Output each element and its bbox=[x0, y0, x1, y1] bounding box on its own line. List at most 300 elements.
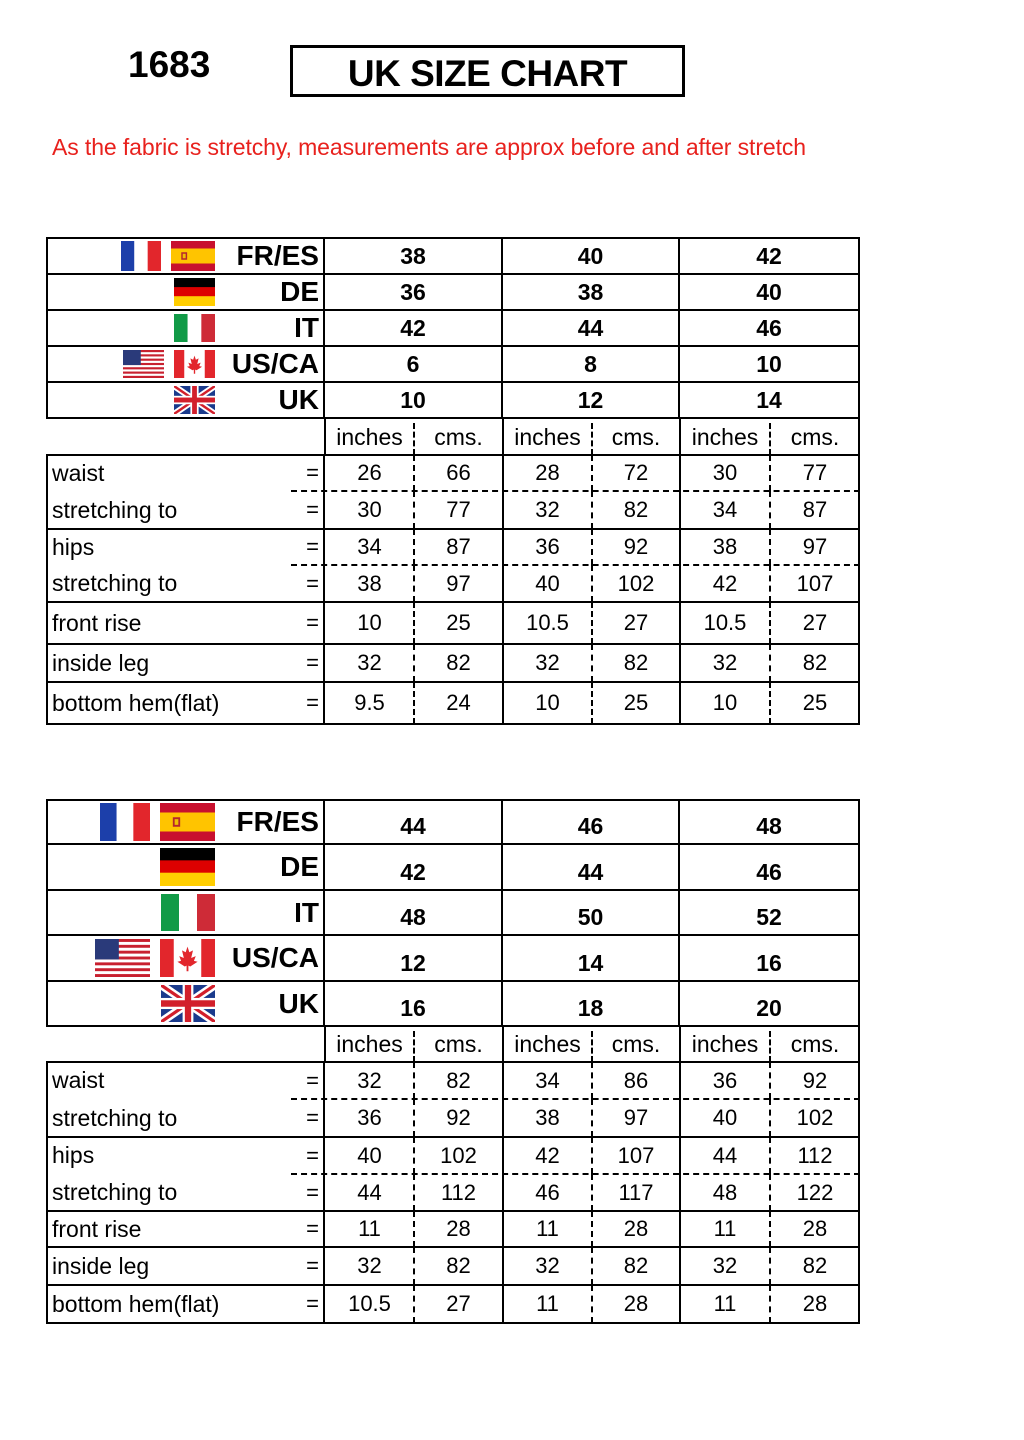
column-border bbox=[679, 565, 681, 602]
size-row bbox=[46, 311, 860, 347]
unit-divider bbox=[591, 1174, 593, 1211]
size-chart-2 bbox=[46, 799, 860, 1323]
unit-divider bbox=[769, 1211, 771, 1247]
unit-divider bbox=[591, 682, 593, 724]
units-inches-label: inches bbox=[336, 1031, 403, 1057]
column-border bbox=[502, 644, 504, 682]
inches-value: 10.5 bbox=[703, 610, 747, 635]
flag-group bbox=[100, 801, 215, 843]
equals-sign: = bbox=[306, 497, 319, 522]
canada-flag-icon bbox=[160, 939, 215, 977]
cms-value: 25 bbox=[446, 610, 471, 635]
size-value: 40 bbox=[503, 237, 680, 275]
cms-value: 92 bbox=[802, 1067, 828, 1093]
inches-value: 30 bbox=[357, 497, 382, 522]
flag-group bbox=[161, 982, 215, 1025]
column-border bbox=[502, 1099, 504, 1137]
inches-value: 32 bbox=[535, 1253, 560, 1278]
inches-value: 30 bbox=[712, 460, 738, 485]
unit-divider bbox=[591, 1099, 593, 1137]
measurement-label: bottom hem(flat) bbox=[52, 689, 220, 716]
unit-divider bbox=[591, 1137, 593, 1174]
page-title: UK SIZE CHART bbox=[290, 45, 685, 97]
equals-sign: = bbox=[306, 534, 319, 559]
cms-value: 72 bbox=[623, 460, 649, 485]
size-row bbox=[46, 347, 860, 383]
inches-value: 10.5 bbox=[526, 610, 569, 635]
column-border bbox=[502, 419, 504, 455]
inches-value: 11 bbox=[713, 1291, 737, 1316]
unit-divider bbox=[413, 1137, 415, 1174]
inches-value: 42 bbox=[712, 570, 738, 596]
units-inches-label: inches bbox=[691, 423, 759, 450]
units-row bbox=[46, 419, 860, 455]
units-cms-label: cms. bbox=[434, 423, 483, 450]
flag-group bbox=[121, 239, 215, 273]
measurement-label-cell bbox=[46, 565, 325, 602]
unit-divider bbox=[413, 529, 415, 565]
unit-divider bbox=[413, 455, 415, 491]
size-system-label: DE bbox=[280, 851, 319, 882]
inches-value: 11 bbox=[536, 1216, 559, 1241]
cms-value: 102 bbox=[440, 1142, 477, 1168]
inches-value: 32 bbox=[535, 497, 560, 522]
column-border bbox=[679, 1285, 681, 1323]
unit-divider bbox=[769, 682, 771, 724]
unit-divider bbox=[769, 1285, 771, 1323]
measurement-label: inside leg bbox=[52, 649, 150, 676]
uk-flag-icon bbox=[161, 985, 215, 1022]
measurement-row bbox=[46, 1211, 860, 1247]
unit-divider bbox=[769, 1137, 771, 1174]
column-border bbox=[858, 565, 860, 602]
equals-sign: = bbox=[306, 1142, 319, 1168]
unit-divider bbox=[413, 1211, 415, 1247]
cms-value: 97 bbox=[802, 534, 828, 559]
unit-divider bbox=[769, 565, 771, 602]
column-border bbox=[858, 419, 860, 455]
flag-group bbox=[174, 311, 215, 345]
cms-value: 27 bbox=[802, 610, 828, 635]
column-border bbox=[858, 1247, 860, 1285]
cms-value: 122 bbox=[796, 1179, 834, 1205]
size-system-label: US/CA bbox=[231, 942, 319, 973]
unit-divider bbox=[413, 1174, 415, 1211]
column-border bbox=[324, 1027, 326, 1062]
size-value: 38 bbox=[325, 237, 503, 275]
cms-value: 102 bbox=[617, 570, 655, 596]
france-flag bbox=[121, 241, 161, 271]
column-border bbox=[502, 1174, 504, 1211]
spain-flag bbox=[160, 803, 215, 841]
units-divider bbox=[591, 423, 593, 455]
size-value: 42 bbox=[680, 237, 860, 275]
italy-flag bbox=[161, 894, 215, 931]
cms-value: 87 bbox=[802, 497, 828, 522]
units-inches-label: inches bbox=[691, 1031, 759, 1057]
measurement-label: waist bbox=[52, 1067, 105, 1093]
cms-value: 24 bbox=[446, 690, 471, 715]
unit-divider bbox=[769, 529, 771, 565]
france-flag-icon bbox=[100, 803, 150, 841]
column-border bbox=[858, 1099, 860, 1137]
inches-value: 32 bbox=[357, 1067, 382, 1093]
cms-value: 66 bbox=[446, 460, 471, 485]
measurement-label-cell bbox=[46, 602, 325, 644]
measurement-label-cell bbox=[46, 1174, 325, 1211]
inches-value: 32 bbox=[712, 1253, 738, 1278]
cms-value: 77 bbox=[446, 497, 471, 522]
flag-group bbox=[174, 383, 215, 417]
cms-value: 25 bbox=[802, 690, 828, 715]
size-value: 38 bbox=[503, 275, 680, 311]
column-border bbox=[858, 1027, 860, 1062]
unit-divider bbox=[591, 602, 593, 644]
spain-flag-icon bbox=[171, 241, 215, 271]
flag-group bbox=[160, 845, 215, 889]
inches-value: 26 bbox=[357, 460, 382, 485]
column-border bbox=[502, 1027, 504, 1062]
size-value: 40 bbox=[680, 275, 860, 311]
column-border bbox=[502, 491, 504, 529]
unit-divider bbox=[769, 602, 771, 644]
size-system-cell bbox=[46, 383, 325, 419]
column-border bbox=[502, 565, 504, 602]
size-value: 48 bbox=[680, 799, 860, 845]
size-system-cell bbox=[46, 275, 325, 311]
cms-value: 28 bbox=[802, 1291, 828, 1316]
measurement-label-cell bbox=[46, 491, 325, 529]
size-value: 46 bbox=[680, 311, 860, 347]
size-row bbox=[46, 799, 860, 845]
unit-divider bbox=[591, 455, 593, 491]
size-system-cell bbox=[46, 237, 325, 275]
units-inches-label: inches bbox=[514, 423, 581, 450]
measurement-label-cell bbox=[46, 1099, 325, 1137]
column-border bbox=[858, 1174, 860, 1211]
column-border bbox=[679, 529, 681, 565]
units-cms-label: cms. bbox=[611, 423, 661, 450]
cms-value: 77 bbox=[802, 460, 828, 485]
unit-divider bbox=[591, 1285, 593, 1323]
unit-divider bbox=[413, 602, 415, 644]
row-border bbox=[46, 1322, 860, 1324]
equals-sign: = bbox=[306, 1253, 319, 1278]
size-system-label: US/CA bbox=[231, 348, 319, 379]
equals-sign: = bbox=[306, 1105, 319, 1130]
units-divider bbox=[591, 1031, 593, 1062]
italy-flag bbox=[174, 314, 215, 342]
size-value: 52 bbox=[680, 891, 860, 936]
column-border bbox=[858, 529, 860, 565]
size-value: 50 bbox=[503, 891, 680, 936]
measurement-row bbox=[46, 1099, 860, 1137]
size-system-cell bbox=[46, 936, 325, 982]
column-border bbox=[679, 682, 681, 724]
equals-sign: = bbox=[306, 570, 319, 596]
canada-flag-icon bbox=[174, 350, 215, 378]
italy-flag-icon bbox=[161, 894, 215, 931]
unit-divider bbox=[591, 565, 593, 602]
measurement-row bbox=[46, 491, 860, 529]
measurement-label: stretching to bbox=[52, 496, 178, 523]
size-system-label: FR/ES bbox=[236, 240, 319, 271]
size-system-label: UK bbox=[278, 987, 319, 1019]
measurement-label: stretching to bbox=[52, 1179, 178, 1205]
column-border bbox=[679, 1211, 681, 1247]
size-row bbox=[46, 982, 860, 1027]
size-system-cell bbox=[46, 845, 325, 891]
inches-value: 10.5 bbox=[348, 1291, 391, 1316]
units-cms-label: cms. bbox=[434, 1031, 483, 1057]
unit-divider bbox=[413, 1285, 415, 1323]
product-code: 1683 bbox=[128, 44, 211, 85]
size-row bbox=[46, 936, 860, 982]
inches-value: 38 bbox=[357, 570, 382, 596]
cms-value: 82 bbox=[446, 1067, 471, 1093]
measurement-label: front rise bbox=[52, 1215, 142, 1242]
cms-value: 27 bbox=[623, 610, 649, 635]
size-value: 8 bbox=[503, 347, 680, 383]
cms-value: 82 bbox=[623, 1253, 649, 1278]
unit-divider bbox=[591, 1211, 593, 1247]
cms-value: 82 bbox=[446, 1253, 471, 1278]
measurement-row bbox=[46, 1174, 860, 1211]
measurement-label-cell bbox=[46, 1211, 325, 1247]
inches-value: 34 bbox=[535, 1067, 560, 1093]
size-value: 44 bbox=[325, 799, 503, 845]
column-border bbox=[502, 602, 504, 644]
units-divider bbox=[413, 1031, 415, 1062]
cms-value: 28 bbox=[623, 1216, 649, 1241]
cms-value: 112 bbox=[440, 1179, 477, 1205]
inches-value: 36 bbox=[712, 1067, 738, 1093]
units-divider bbox=[769, 423, 771, 455]
canada-flag bbox=[174, 350, 215, 378]
measurement-label-cell bbox=[46, 529, 325, 565]
equals-sign: = bbox=[306, 1067, 319, 1093]
unit-divider bbox=[769, 644, 771, 682]
column-border bbox=[502, 1285, 504, 1323]
uk-flag-icon bbox=[174, 386, 215, 414]
column-border bbox=[858, 1062, 860, 1099]
column-border bbox=[679, 644, 681, 682]
france-flag-icon bbox=[121, 241, 161, 271]
column-border bbox=[679, 491, 681, 529]
size-value: 16 bbox=[680, 936, 860, 982]
flag-group bbox=[95, 936, 215, 980]
size-value: 44 bbox=[503, 311, 680, 347]
column-border bbox=[858, 1211, 860, 1247]
measurement-row bbox=[46, 1247, 860, 1285]
inches-value: 34 bbox=[712, 497, 738, 522]
column-border bbox=[858, 644, 860, 682]
germany-flag-icon bbox=[174, 278, 215, 306]
cms-value: 28 bbox=[802, 1216, 828, 1241]
units-row bbox=[46, 1027, 860, 1062]
size-row bbox=[46, 237, 860, 275]
column-border bbox=[679, 1174, 681, 1211]
column-border bbox=[679, 419, 681, 455]
column-border bbox=[858, 455, 860, 491]
column-border bbox=[679, 455, 681, 491]
germany-flag bbox=[160, 848, 215, 886]
cms-value: 86 bbox=[623, 1067, 649, 1093]
cms-value: 97 bbox=[446, 570, 471, 596]
size-value: 14 bbox=[680, 383, 860, 419]
equals-sign: = bbox=[306, 650, 319, 675]
equals-sign: = bbox=[306, 1179, 319, 1205]
usa-flag bbox=[123, 350, 164, 378]
usa-flag-icon bbox=[123, 350, 164, 378]
measurement-label: hips bbox=[52, 1142, 95, 1168]
equals-sign: = bbox=[306, 1291, 319, 1316]
inches-value: 11 bbox=[536, 1291, 559, 1316]
size-value: 12 bbox=[325, 936, 503, 982]
measurement-label: hips bbox=[52, 533, 95, 560]
size-value: 46 bbox=[680, 845, 860, 891]
measurement-row bbox=[46, 529, 860, 565]
cms-value: 117 bbox=[618, 1179, 654, 1205]
inches-value: 32 bbox=[712, 650, 738, 675]
size-system-cell bbox=[46, 982, 325, 1027]
measurement-label: waist bbox=[52, 459, 105, 486]
inches-value: 36 bbox=[535, 534, 560, 559]
cms-value: 82 bbox=[623, 650, 649, 675]
usa-flag bbox=[95, 939, 150, 977]
canada-flag bbox=[160, 939, 215, 977]
cms-value: 92 bbox=[623, 534, 649, 559]
cms-value: 112 bbox=[797, 1142, 833, 1168]
size-system-cell bbox=[46, 891, 325, 936]
size-system-label: IT bbox=[294, 312, 319, 343]
inches-value: 32 bbox=[535, 650, 560, 675]
size-value: 44 bbox=[503, 845, 680, 891]
unit-divider bbox=[413, 491, 415, 529]
column-border bbox=[502, 1247, 504, 1285]
size-value: 10 bbox=[680, 347, 860, 383]
measurement-row bbox=[46, 644, 860, 682]
units-cms-label: cms. bbox=[790, 1031, 840, 1057]
measurement-row bbox=[46, 455, 860, 491]
measurement-label-cell bbox=[46, 1137, 325, 1174]
size-row bbox=[46, 891, 860, 936]
france-flag bbox=[100, 803, 150, 841]
measurement-label-cell bbox=[46, 682, 325, 724]
size-row bbox=[46, 383, 860, 419]
equals-sign: = bbox=[306, 1216, 319, 1241]
column-border bbox=[502, 1211, 504, 1247]
inches-value: 48 bbox=[712, 1179, 738, 1205]
column-border bbox=[858, 602, 860, 644]
measurement-label-cell bbox=[46, 1285, 325, 1323]
flag-group bbox=[161, 891, 215, 934]
size-value: 18 bbox=[503, 982, 680, 1027]
inches-value: 40 bbox=[712, 1105, 738, 1130]
unit-divider bbox=[591, 491, 593, 529]
inches-value: 11 bbox=[713, 1216, 737, 1241]
column-border bbox=[502, 682, 504, 724]
cms-value: 107 bbox=[617, 1142, 655, 1168]
measurement-label-cell bbox=[46, 1247, 325, 1285]
stretch-note: As the fabric is stretchy, measurements are approx before and after stretch bbox=[52, 134, 806, 160]
cms-value: 92 bbox=[446, 1105, 471, 1130]
size-value: 42 bbox=[325, 845, 503, 891]
inches-value: 10 bbox=[357, 610, 382, 635]
uk-flag bbox=[161, 985, 215, 1022]
cms-value: 28 bbox=[446, 1216, 471, 1241]
inches-value: 40 bbox=[535, 570, 560, 596]
size-value: 16 bbox=[325, 982, 503, 1027]
measurement-label: bottom hem(flat) bbox=[52, 1290, 220, 1317]
inches-value: 10 bbox=[535, 690, 560, 715]
inches-value: 42 bbox=[535, 1142, 560, 1168]
unit-divider bbox=[413, 682, 415, 724]
units-inches-label: inches bbox=[336, 423, 403, 450]
inches-value: 9.5 bbox=[354, 690, 385, 715]
size-value: 10 bbox=[325, 383, 503, 419]
units-divider bbox=[413, 423, 415, 455]
column-border bbox=[679, 1027, 681, 1062]
uk-flag bbox=[174, 386, 215, 414]
column-border bbox=[679, 1099, 681, 1137]
measurement-row bbox=[46, 1137, 860, 1174]
unit-divider bbox=[413, 644, 415, 682]
unit-divider bbox=[413, 1062, 415, 1099]
column-border bbox=[858, 1137, 860, 1174]
size-value: 20 bbox=[680, 982, 860, 1027]
units-divider bbox=[769, 1031, 771, 1062]
column-border bbox=[858, 682, 860, 724]
units-cms-label: cms. bbox=[790, 423, 840, 450]
size-system-cell bbox=[46, 799, 325, 845]
unit-divider bbox=[413, 1099, 415, 1137]
measurement-label: inside leg bbox=[52, 1252, 150, 1279]
cms-value: 87 bbox=[446, 534, 471, 559]
unit-divider bbox=[413, 565, 415, 602]
spain-flag bbox=[171, 241, 215, 271]
column-border bbox=[502, 1137, 504, 1174]
size-value: 14 bbox=[503, 936, 680, 982]
size-row bbox=[46, 845, 860, 891]
germany-flag bbox=[174, 278, 215, 306]
inches-value: 44 bbox=[357, 1179, 382, 1205]
unit-divider bbox=[591, 1062, 593, 1099]
unit-divider bbox=[769, 1099, 771, 1137]
inches-value: 36 bbox=[357, 1105, 382, 1130]
equals-sign: = bbox=[306, 690, 319, 715]
column-border bbox=[502, 529, 504, 565]
size-value: 36 bbox=[325, 275, 503, 311]
inches-value: 10 bbox=[712, 690, 738, 715]
unit-divider bbox=[769, 1174, 771, 1211]
cms-value: 28 bbox=[623, 1291, 649, 1316]
equals-sign: = bbox=[306, 460, 319, 485]
inches-value: 46 bbox=[535, 1179, 560, 1205]
row-border bbox=[46, 723, 860, 725]
size-value: 48 bbox=[325, 891, 503, 936]
unit-divider bbox=[591, 529, 593, 565]
unit-divider bbox=[769, 1062, 771, 1099]
cms-value: 102 bbox=[796, 1105, 834, 1130]
measurement-label-cell bbox=[46, 455, 325, 491]
column-border bbox=[679, 1247, 681, 1285]
size-row bbox=[46, 275, 860, 311]
flag-group bbox=[174, 275, 215, 309]
unit-divider bbox=[413, 1247, 415, 1285]
size-value: 12 bbox=[503, 383, 680, 419]
column-border bbox=[679, 1062, 681, 1099]
